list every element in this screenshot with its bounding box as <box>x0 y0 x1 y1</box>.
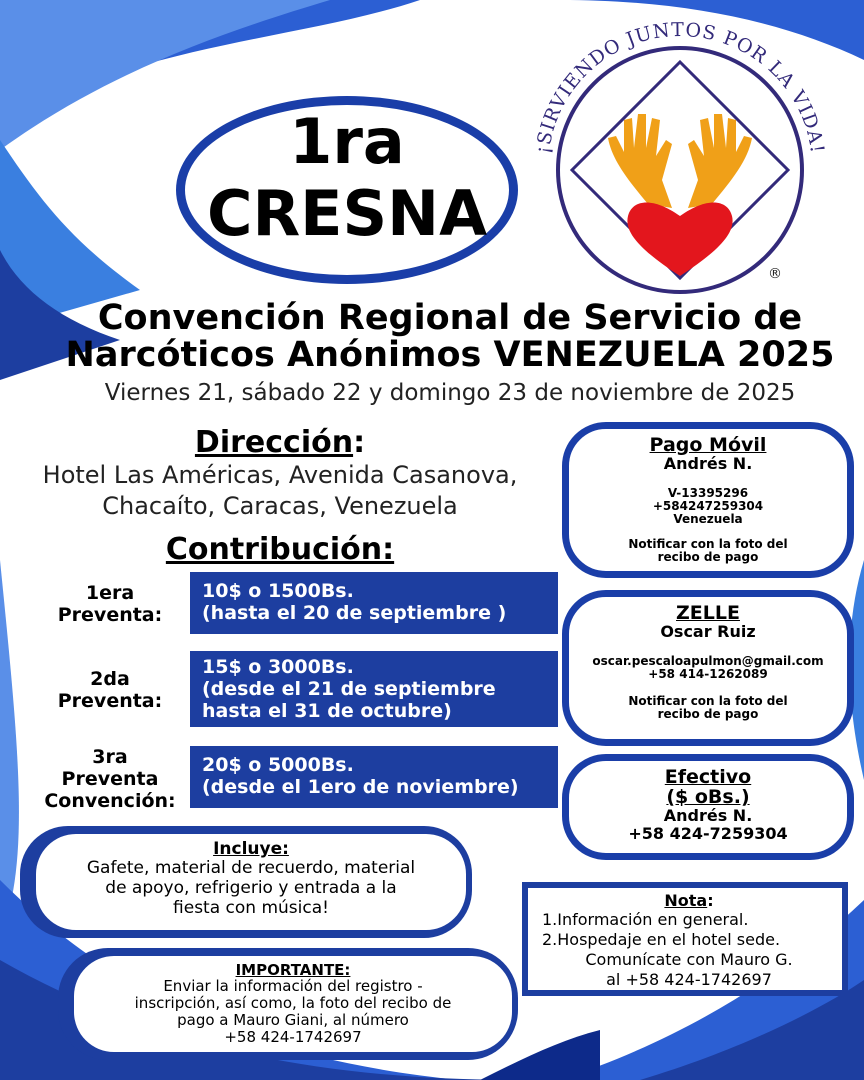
presale-1-label-line2: Preventa: <box>57 604 163 626</box>
zelle-note-line2: recibo de pago <box>657 707 759 721</box>
importante-line2: inscripción, así como, la foto del recibo de <box>134 994 452 1012</box>
nota-item-1 <box>542 910 836 930</box>
presale-1-price: 10$ o 1500Bs. <box>202 580 354 602</box>
presale-3-label-line1: 3ra <box>92 746 128 768</box>
incluye-card <box>36 834 466 930</box>
zelle-card <box>562 590 854 746</box>
presale-2-price: 15$ o 3000Bs. <box>202 656 354 678</box>
direccion-title <box>80 425 480 460</box>
heading-line1: Convención Regional de Servicio de <box>97 298 803 338</box>
importante-title: IMPORTANTE: <box>235 961 351 979</box>
event-heading <box>60 300 840 374</box>
nota-title <box>542 892 836 910</box>
efectivo-title-line2: ($ oBs.) <box>666 786 750 808</box>
importante-card <box>74 956 512 1052</box>
zelle-name: Oscar Ruiz <box>660 622 756 641</box>
presale-1-label <box>30 582 190 626</box>
presale-3-box <box>190 746 558 808</box>
pago-movil-id: V-13395296 <box>667 486 749 500</box>
direccion-line2: Chacaíto, Caracas, Venezuela <box>102 492 458 520</box>
presale-1-period: (hasta el 20 de septiembre ) <box>202 602 507 624</box>
direccion-colon: : <box>353 425 366 460</box>
presale-2-label-line1: 2da <box>90 668 130 690</box>
presale-2-label <box>30 668 190 712</box>
presale-3-label <box>30 746 190 812</box>
pago-movil-title: Pago Móvil <box>649 434 767 456</box>
nota-item-1-text: Información en general. <box>557 910 749 929</box>
zelle-title: ZELLE <box>676 602 740 624</box>
heading-line2: Narcóticos Anónimos VENEZUELA 2025 <box>65 335 835 375</box>
presale-3-label-line3: Convención: <box>44 790 176 812</box>
nota-item-1-num: 1. <box>542 910 558 929</box>
nota-title-text: Nota <box>664 891 708 910</box>
presale-1-box <box>190 572 558 634</box>
pago-movil-name: Andrés N. <box>663 454 753 473</box>
pago-movil-country: Venezuela <box>673 512 743 526</box>
presale-3-label-line2: Preventa <box>61 768 159 790</box>
nota-item-2-phone: al +58 424-1742697 <box>606 970 772 989</box>
direccion-title-text: Dirección <box>194 425 354 460</box>
presale-2-period-end: hasta el 31 de octubre) <box>202 700 452 722</box>
nota-item-2 <box>542 930 836 950</box>
zelle-phone: +58 414-1262089 <box>648 667 768 681</box>
nota-box <box>522 882 848 996</box>
nota-item-2-text: Hospedaje en el hotel sede. <box>557 930 781 949</box>
efectivo-card <box>562 754 854 860</box>
zelle-email: oscar.pescaloapulmon@gmail.com <box>592 654 824 668</box>
presale-2-box <box>190 651 558 727</box>
zelle-note-line1: Notificar con la foto del <box>628 694 788 708</box>
direccion-line1: Hotel Las Américas, Avenida Casanova, <box>42 461 518 489</box>
nota-item-2-contact: Comunícate con Mauro G. <box>585 950 793 969</box>
event-dates: Viernes 21, sábado 22 y domingo 23 de noviembre de 2025 <box>104 380 796 406</box>
title-line1: 1ra <box>289 105 405 178</box>
logo-ring-text: ¡SIRVIENDO JUNTOS POR LA VIDA! <box>531 20 829 155</box>
direccion-text <box>20 460 540 522</box>
efectivo-name: Andrés N. <box>663 806 753 825</box>
presale-2-label-line2: Preventa: <box>57 690 163 712</box>
presale-3-period: (desde el 1ero de noviembre) <box>202 776 519 798</box>
pago-movil-note-line1: Notificar con la foto del <box>628 537 788 551</box>
presale-3-price: 20$ o 5000Bs. <box>202 754 354 776</box>
nota-colon: : <box>707 891 714 910</box>
importante-line3: pago a Mauro Giani, al número <box>177 1011 409 1029</box>
nota-item-2-num: 2. <box>542 930 558 949</box>
presale-2-period: (desde el 21 de septiembre <box>202 678 496 700</box>
importante-line1: Enviar la información del registro - <box>163 977 423 995</box>
incluye-line1: Gafete, material de recuerdo, material <box>86 858 416 878</box>
title-line2: CRESNA <box>206 177 488 250</box>
na-logo <box>520 20 850 300</box>
pago-movil-phone: +584247259304 <box>652 499 764 513</box>
incluye-line2: de apoyo, refrigerio y entrada a la <box>105 878 397 898</box>
pago-movil-card <box>562 422 854 578</box>
incluye-title: Incluye: <box>213 839 289 859</box>
efectivo-phone: +58 424-7259304 <box>628 824 788 843</box>
presale-1-label-line1: 1era <box>85 582 135 604</box>
pago-movil-note-line2: recibo de pago <box>657 550 759 564</box>
efectivo-title-line1: Efectivo <box>664 766 752 788</box>
incluye-line3: fiesta con música! <box>173 898 329 918</box>
importante-line4: +58 424-1742697 <box>224 1028 362 1046</box>
contribucion-title: Contribución: <box>165 532 395 567</box>
registered-mark: ® <box>768 266 782 282</box>
